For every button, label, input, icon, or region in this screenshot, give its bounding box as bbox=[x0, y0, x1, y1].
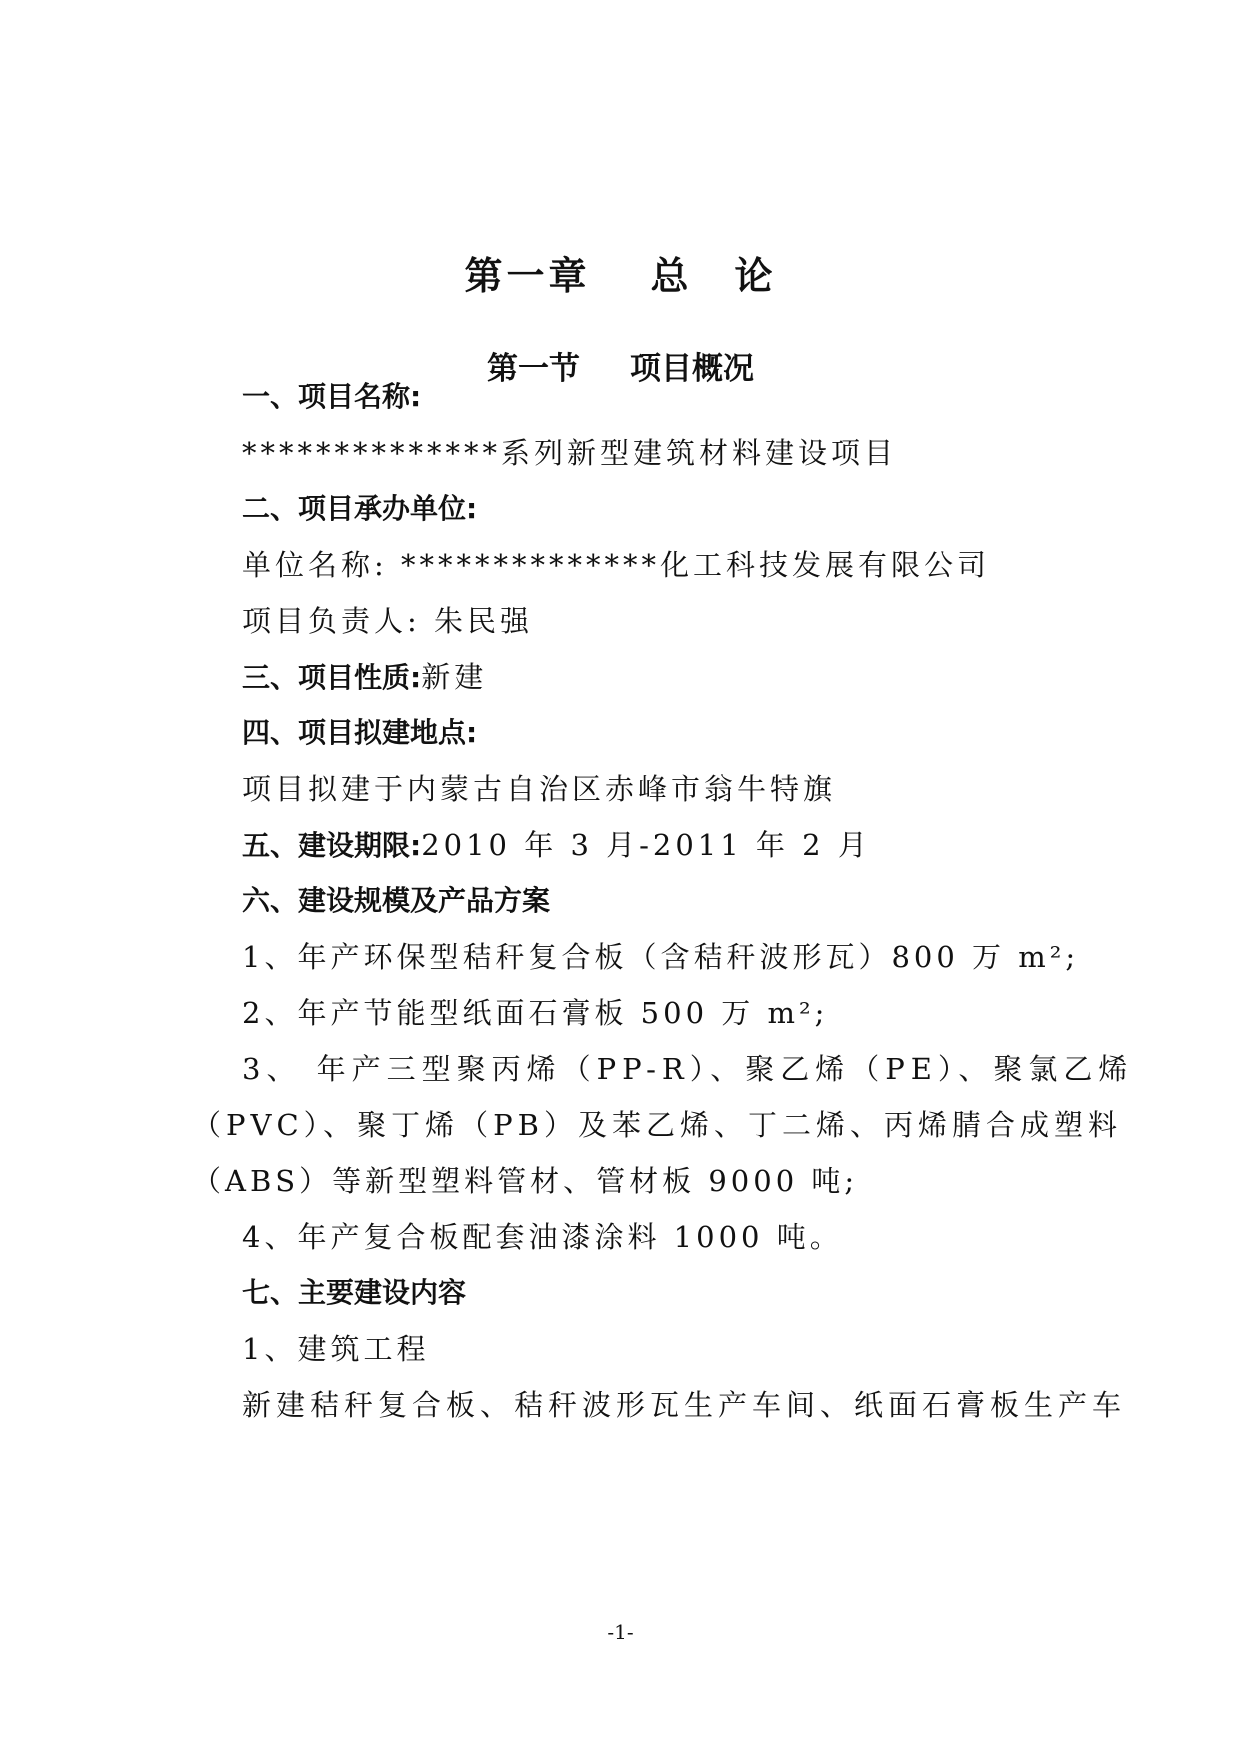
product-item-3-line3: （ABS）等新型塑料管材、管材板 9000 吨; bbox=[192, 1164, 859, 1198]
product-item-3-line1: 3、 年产三型聚丙烯（PP-R）、聚乙烯（PE）、聚氯乙烯 bbox=[242, 1052, 1134, 1086]
heading-construction-period: 五、建设期限: bbox=[242, 829, 422, 862]
chapter-title: 总 论 bbox=[650, 253, 777, 298]
organizer-unit-text: 单位名称: **************化工科技发展有限公司 bbox=[242, 548, 990, 582]
project-nature-value: 新建 bbox=[421, 660, 488, 694]
project-leader-text: 项目负责人: 朱民强 bbox=[242, 604, 533, 638]
project-nature-line bbox=[242, 655, 487, 696]
section-title: 项目概况 bbox=[630, 351, 754, 387]
page-number: -1- bbox=[607, 1620, 634, 1644]
product-item-3-line2: （PVC）、聚丁烯（PB）及苯乙烯、丁二烯、丙烯腈合成塑料 bbox=[192, 1108, 1122, 1142]
product-item-2: 2、年产节能型纸面石膏板 500 万 m²; bbox=[242, 996, 829, 1030]
project-name-text: **************系列新型建筑材料建设项目 bbox=[242, 436, 898, 470]
construction-period-value: 2010 年 3 月-2011 年 2 月 bbox=[421, 828, 871, 862]
chapter-heading bbox=[0, 245, 1241, 300]
section-number: 第一节 bbox=[487, 351, 580, 387]
construction-text: 新建秸秆复合板、秸秆波形瓦生产车间、纸面石膏板生产车 bbox=[242, 1388, 1127, 1422]
construction-subheading: 1、建筑工程 bbox=[242, 1332, 430, 1366]
location-text: 项目拟建于内蒙古自治区赤峰市翁牛特旗 bbox=[242, 772, 837, 806]
section-heading bbox=[0, 343, 1241, 388]
construction-period-line bbox=[242, 823, 871, 864]
heading-main-construction: 七、主要建设内容 bbox=[242, 1276, 467, 1309]
heading-scale-products: 六、建设规模及产品方案 bbox=[242, 884, 551, 917]
product-item-1: 1、年产环保型秸秆复合板（含秸秆波形瓦）800 万 m²; bbox=[242, 940, 1080, 974]
heading-project-nature: 三、项目性质: bbox=[242, 661, 422, 694]
chapter-number: 第一章 bbox=[464, 253, 591, 298]
heading-organizer: 二、项目承办单位: bbox=[242, 492, 478, 525]
heading-location: 四、项目拟建地点: bbox=[242, 716, 478, 749]
heading-project-name: 一、项目名称: bbox=[242, 380, 422, 413]
product-item-4: 4、年产复合板配套油漆涂料 1000 吨。 bbox=[242, 1220, 843, 1254]
